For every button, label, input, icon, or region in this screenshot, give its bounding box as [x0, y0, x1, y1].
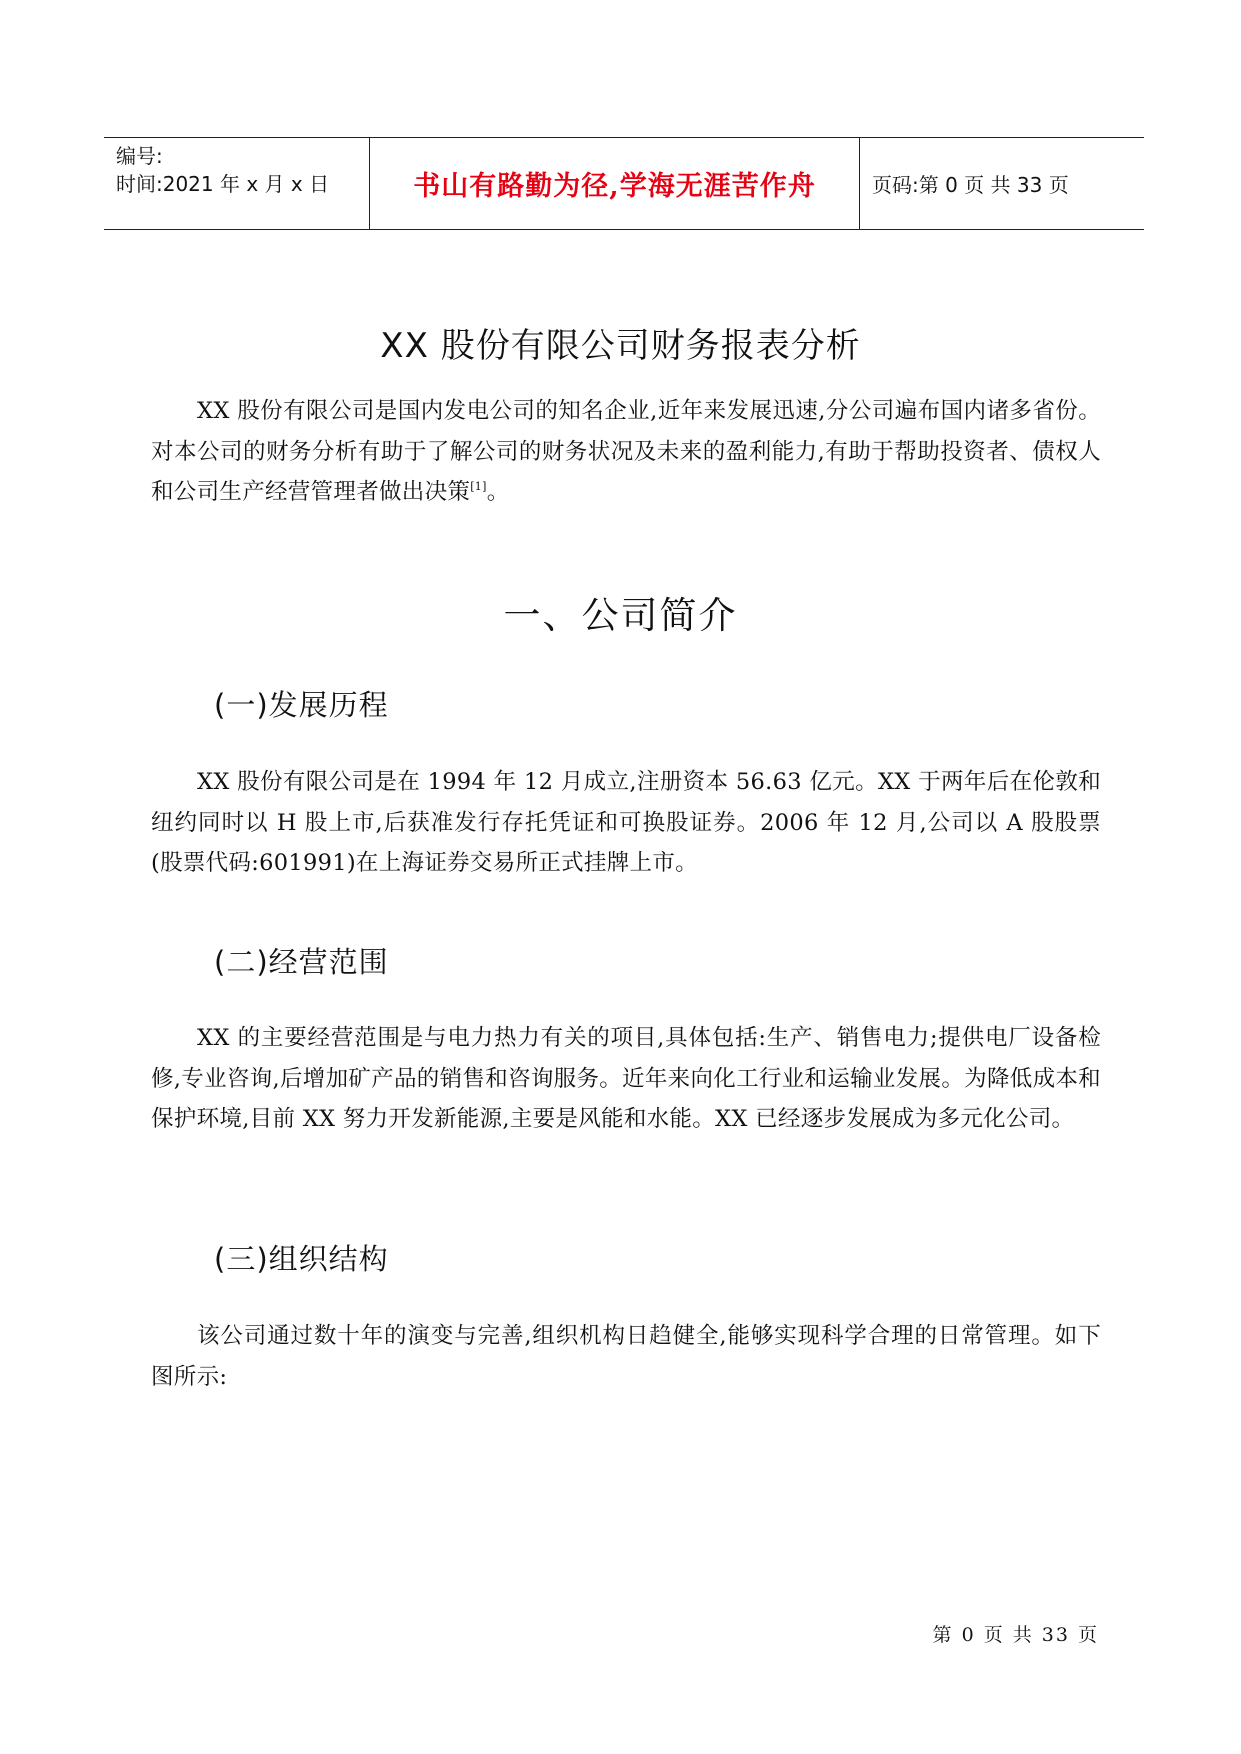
- intro-text: XX 股份有限公司是国内发电公司的知名企业,近年来发展迅速,分公司遍布国内诸多省份。对本公司的财务分析有助于了解公司的财务状况及未来的盈利能力,有助于帮助投资者、债权人和公司生产经营管理者做出决策: [151, 398, 1101, 505]
- document-number-label: 编号:: [116, 144, 163, 168]
- subsection-heading-organization: (三)组织结构: [214, 1242, 389, 1276]
- header-motto: 书山有路勤为径,学海无涯苦作舟: [413, 171, 816, 202]
- organization-paragraph: 该公司通过数十年的演变与完善,组织机构日趋健全,能够实现科学合理的日常管理。如下图所示:: [151, 1323, 1101, 1390]
- subsection-heading-history: (一)发展历程: [214, 688, 389, 722]
- document-date: 时间:2021 年 x 月 x 日: [116, 172, 330, 196]
- business-scope-paragraph: XX 的主要经营范围是与电力热力有关的项目,具体包括:生产、销售电力;提供电厂设备检修,专业咨询,后增加矿产品的销售和咨询服务。近年来向化工行业和运输业发展。为降低成本和保护环境,目前 XX 努力开发新能源,主要是风能和水能。XX 已经逐步发展成为多元化公司。: [151, 1025, 1101, 1132]
- document-title: XX 股份有限公司财务报表分析: [380, 326, 861, 366]
- footer-page-number: 第 0 页 共 33 页: [932, 1624, 1099, 1646]
- intro-end: 。: [486, 479, 510, 505]
- header-page-info: 页码:第 0 页 共 33 页: [872, 173, 1069, 197]
- section-heading-company-intro: 一、公司简介: [503, 594, 738, 637]
- history-paragraph: XX 股份有限公司是在 1994 年 12 月成立,注册资本 56.63 亿元。XX 于两年后在伦敦和纽约同时以 H 股上市,后获准发行存托凭证和可换股证券。2006 年 12 月,公司以 A 股股票(股票代码:601991)在上海证券交易所正式挂牌上市。: [151, 769, 1101, 876]
- citation-marker: [1]: [470, 480, 487, 493]
- subsection-heading-business-scope: (二)经营范围: [214, 945, 389, 979]
- intro-paragraph: [151, 391, 1101, 513]
- page-header: [104, 137, 1144, 230]
- header-meta: [116, 142, 329, 198]
- header-divider: [859, 138, 860, 229]
